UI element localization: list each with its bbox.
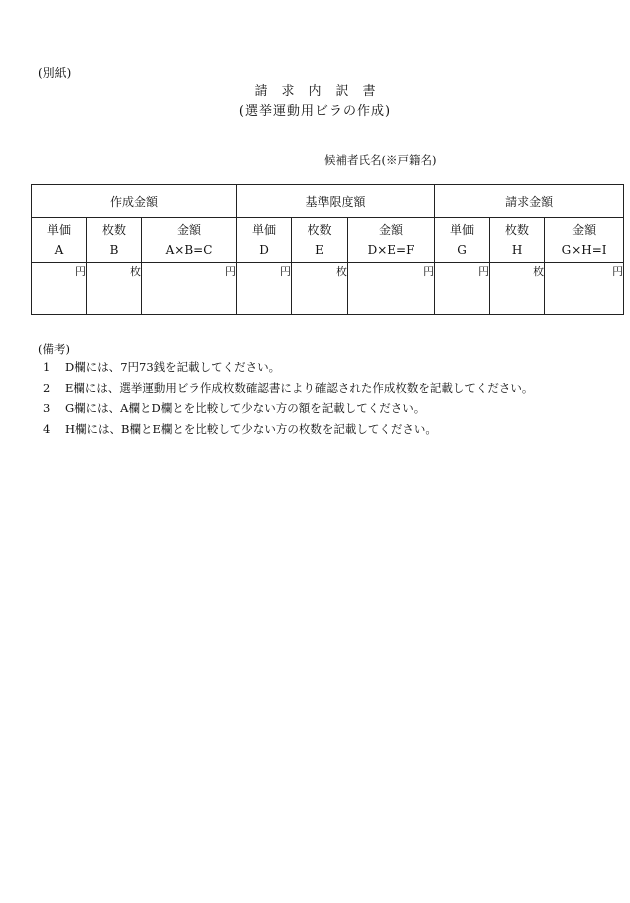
column-code: E xyxy=(315,243,324,257)
notes-list xyxy=(43,360,533,442)
column-name: 単価 xyxy=(450,223,475,237)
entry-row xyxy=(32,263,624,315)
entry-cell-d: 円 xyxy=(237,263,292,315)
document-title: 請求内訳書 xyxy=(254,84,390,99)
column-name: 枚数 xyxy=(505,223,530,237)
note-item xyxy=(43,401,533,422)
column-header-g xyxy=(435,218,490,263)
entry-cell-e: 枚 xyxy=(292,263,348,315)
column-code: D xyxy=(259,243,269,257)
column-name: 単価 xyxy=(252,223,277,237)
column-header-c xyxy=(142,218,237,263)
entry-cell-i: 円 xyxy=(545,263,624,315)
column-code: H xyxy=(511,243,523,257)
group-header-production-amount: 作成金額 xyxy=(32,185,237,218)
column-code: G xyxy=(457,243,467,257)
column-code: G×H=I xyxy=(561,243,607,257)
group-header-standard-limit: 基準限度額 xyxy=(237,185,435,218)
group-header-row xyxy=(32,185,624,218)
column-header-d xyxy=(237,218,292,263)
note-text: D欄には、7円73銭を記載してください。 xyxy=(65,360,281,374)
column-header-e xyxy=(292,218,348,263)
group-header-claim-amount: 請求金額 xyxy=(435,185,624,218)
column-name: 枚数 xyxy=(307,223,332,237)
entry-cell-g: 円 xyxy=(435,263,490,315)
column-code: D×E=F xyxy=(367,243,415,257)
entry-cell-a: 円 xyxy=(32,263,87,315)
note-text: H欄には、B欄とE欄とを比較して少ない方の枚数を記載してください。 xyxy=(65,421,437,436)
column-name: 単価 xyxy=(46,223,71,237)
note-number: 2 xyxy=(43,380,51,395)
entry-cell-f: 円 xyxy=(348,263,435,315)
note-item xyxy=(43,360,533,381)
note-text: G欄には、A欄とD欄とを比較して少ない方の額を記載してください。 xyxy=(65,401,426,415)
column-header-f xyxy=(348,218,435,263)
column-header-i xyxy=(545,218,624,263)
note-number: 3 xyxy=(43,401,51,415)
column-code: A xyxy=(54,243,64,257)
notes-label: (備考) xyxy=(38,342,70,356)
column-name: 金額 xyxy=(177,223,202,237)
column-name: 枚数 xyxy=(101,223,126,237)
column-name: 金額 xyxy=(379,223,404,237)
note-number: 1 xyxy=(43,360,51,374)
attachment-label: (別紙) xyxy=(38,66,72,80)
claim-breakdown-table xyxy=(31,184,624,315)
column-code: B xyxy=(109,243,119,257)
column-name: 金額 xyxy=(572,223,597,237)
entry-cell-c: 円 xyxy=(142,263,237,315)
document-subtitle: (選挙運動用ビラの作成) xyxy=(238,104,392,119)
note-item xyxy=(43,381,533,402)
column-header-row xyxy=(32,218,624,263)
column-header-a xyxy=(32,218,87,263)
note-text: E欄には、選挙運動用ビラ作成枚数確認書により確認された作成枚数を記載してください。 xyxy=(65,380,534,395)
entry-cell-h: 枚 xyxy=(490,263,545,315)
candidate-name-label: 候補者氏名(※戸籍名) xyxy=(324,153,437,167)
column-header-b xyxy=(87,218,142,263)
note-item xyxy=(43,422,533,443)
column-code: A×B=C xyxy=(165,243,213,257)
column-header-h xyxy=(490,218,545,263)
entry-cell-b: 枚 xyxy=(87,263,142,315)
note-number: 4 xyxy=(43,421,51,436)
